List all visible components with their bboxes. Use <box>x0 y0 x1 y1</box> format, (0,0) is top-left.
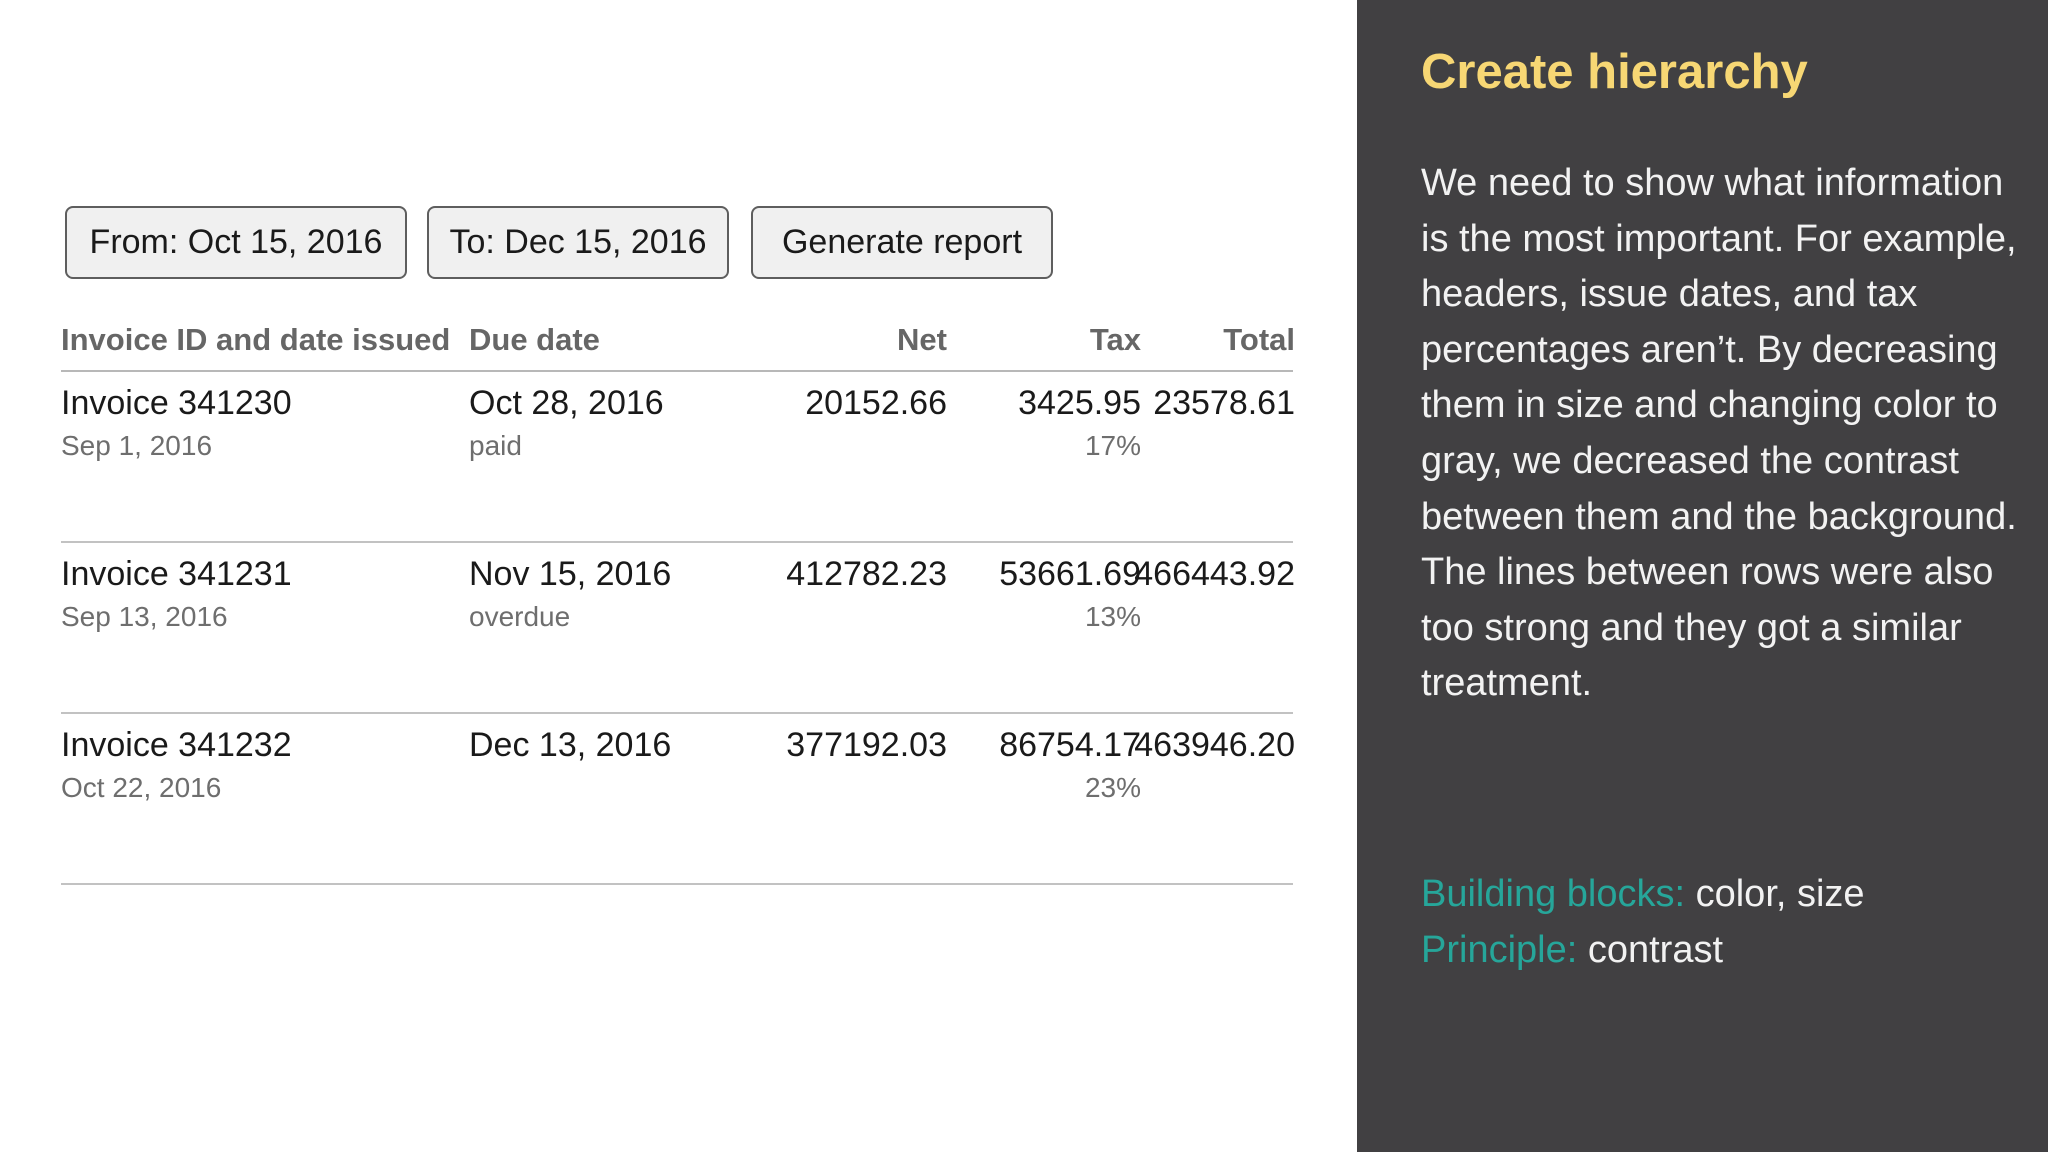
panel-description: We need to show what information is the most important. For example, headers, issue dates, and tax percentages aren’t. By decreasing them in size and changing color to gray, we decreased the contrast between them and the background. The lines between rows were also too strong and they got a similar treatment. <box>1421 162 2017 705</box>
building-blocks-line <box>1421 867 2021 923</box>
building-blocks-label: Building blocks: <box>1421 873 1686 915</box>
table-row <box>61 714 1293 885</box>
panel-title: Create hierarchy <box>1421 45 1808 99</box>
issue-date: Sep 13, 2016 <box>61 601 228 632</box>
from-date-button[interactable]: From: Oct 15, 2016 <box>65 206 407 279</box>
total-amount: 463946.20 <box>1134 726 1295 764</box>
issue-date: Sep 1, 2016 <box>61 430 213 461</box>
header-net: Net <box>897 322 947 357</box>
building-blocks-value: color, size <box>1685 873 1865 915</box>
issue-date: Oct 22, 2016 <box>61 772 222 803</box>
header-invoice-id: Invoice ID and date issued <box>61 322 451 357</box>
principle-line <box>1421 923 2021 979</box>
payment-status: overdue <box>469 601 571 632</box>
principle-label: Principle: <box>1421 928 1578 971</box>
tax-percentage: 17% <box>1084 430 1141 461</box>
table-row <box>61 543 1293 714</box>
total-amount: 466443.92 <box>1134 555 1295 593</box>
tax-percentage: 13% <box>1084 601 1141 632</box>
tax-amount: 86754.17 <box>999 726 1141 764</box>
table-row <box>61 372 1293 543</box>
tax-amount: 53661.69 <box>999 555 1141 593</box>
panel-tags <box>1421 867 2021 978</box>
header-total: Total <box>1223 322 1295 357</box>
invoice-id: Invoice 341232 <box>61 726 292 764</box>
due-date: Dec 13, 2016 <box>469 726 672 764</box>
invoice-id: Invoice 341230 <box>61 384 292 422</box>
due-date: Oct 28, 2016 <box>469 384 664 422</box>
net-amount: 377192.03 <box>786 726 947 764</box>
table-header <box>61 318 1293 372</box>
generate-report-button[interactable]: Generate report <box>751 206 1053 279</box>
principle-value: contrast <box>1577 928 1724 971</box>
explanation-panel <box>1357 0 2048 1152</box>
to-date-button[interactable]: To: Dec 15, 2016 <box>427 206 729 279</box>
header-due-date: Due date <box>469 322 600 357</box>
invoice-id: Invoice 341231 <box>61 555 292 593</box>
net-amount: 20152.66 <box>805 384 947 422</box>
net-amount: 412782.23 <box>786 555 947 593</box>
tax-percentage: 23% <box>1084 772 1141 803</box>
header-tax: Tax <box>1089 322 1141 357</box>
total-amount: 23578.61 <box>1153 384 1295 422</box>
payment-status: paid <box>469 430 522 461</box>
invoice-table <box>61 318 1293 885</box>
due-date: Nov 15, 2016 <box>469 555 672 593</box>
tax-amount: 3425.95 <box>1018 384 1141 422</box>
